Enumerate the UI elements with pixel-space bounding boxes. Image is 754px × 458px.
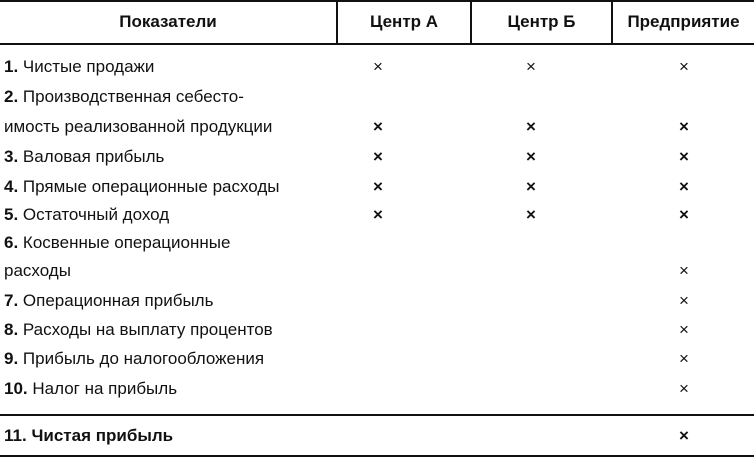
table-row: [0, 374, 754, 404]
mark-center-a: ×: [373, 147, 383, 166]
mark-enterprise: ×: [679, 349, 689, 368]
mark-enterprise: ×: [679, 261, 689, 280]
mark-enterprise: ×: [679, 291, 689, 310]
row-number: 6.: [4, 233, 19, 252]
row-text: Операционная прибыль: [22, 291, 214, 310]
mark-center-a: ×: [373, 205, 383, 224]
row-number: 4.: [4, 177, 19, 196]
table-row: [0, 142, 754, 172]
row-label-line-2: имость реализованной продукции: [4, 117, 273, 136]
bottom-rule: [0, 455, 754, 457]
total-row: [0, 421, 754, 451]
table-row: [0, 286, 754, 316]
row-text: Валовая прибыль: [22, 147, 165, 166]
table-row: [0, 344, 754, 374]
row-label: [4, 172, 280, 202]
row-number: 2.: [4, 87, 19, 106]
table-row: [0, 228, 754, 288]
table-row: [0, 82, 754, 142]
mark-enterprise: ×: [679, 205, 689, 224]
row-label: [4, 315, 273, 345]
row-label: [4, 286, 213, 316]
mark-center-a: ×: [373, 117, 383, 136]
mark-enterprise: ×: [679, 426, 689, 445]
row-number: 3.: [4, 147, 19, 166]
total-rule: [0, 414, 754, 416]
header-indicators: Показатели: [119, 12, 217, 31]
row-label-line-1: [4, 228, 230, 258]
row-text: Производственная себесто-: [22, 87, 244, 106]
row-number: 7.: [4, 291, 19, 310]
row-label: [4, 142, 164, 172]
row-text: Чистая прибыль: [31, 426, 174, 445]
row-number: 9.: [4, 349, 19, 368]
mark-center-a: ×: [373, 177, 383, 196]
header-enterprise: Предприятие: [627, 12, 740, 31]
row-number: 11.: [4, 426, 27, 445]
mark-center-b: ×: [526, 147, 536, 166]
row-number: 5.: [4, 205, 19, 224]
mark-enterprise: ×: [679, 117, 689, 136]
row-label: [4, 200, 169, 230]
row-label-line-1: [4, 82, 244, 112]
row-text: Расходы на выплату процентов: [18, 320, 273, 339]
row-text: Чистые продажи: [22, 57, 155, 76]
row-text: Прибыль до налогообложения: [22, 349, 265, 368]
row-label: [4, 374, 177, 404]
mark-enterprise: ×: [679, 379, 689, 398]
row-text: Остаточный доход: [22, 205, 170, 224]
mark-center-b: ×: [526, 57, 536, 76]
mark-enterprise: ×: [679, 320, 689, 339]
mark-center-b: ×: [526, 177, 536, 196]
row-label: [4, 52, 154, 82]
table-row: [0, 172, 754, 202]
row-label: [4, 344, 264, 374]
header-center-b: Центр Б: [507, 12, 576, 31]
row-label-line-2: расходы: [4, 261, 71, 280]
mark-center-b: ×: [526, 117, 536, 136]
header-center-a: Центр А: [369, 12, 439, 31]
row-number: 10.: [4, 379, 28, 398]
table-row: [0, 315, 754, 345]
row-label: [4, 421, 173, 451]
mark-center-a: ×: [373, 57, 383, 76]
table-row: [0, 52, 754, 82]
row-number: 1.: [4, 57, 19, 76]
mark-enterprise: ×: [679, 177, 689, 196]
mark-enterprise: ×: [679, 147, 689, 166]
row-text: Прямые операционные расходы: [22, 177, 280, 196]
mark-enterprise: ×: [679, 57, 689, 76]
row-text: Косвенные операционные: [22, 233, 231, 252]
table-row: [0, 200, 754, 230]
row-text: Налог на прибыль: [32, 379, 178, 398]
mark-center-b: ×: [526, 205, 536, 224]
row-number: 8.: [4, 320, 19, 339]
